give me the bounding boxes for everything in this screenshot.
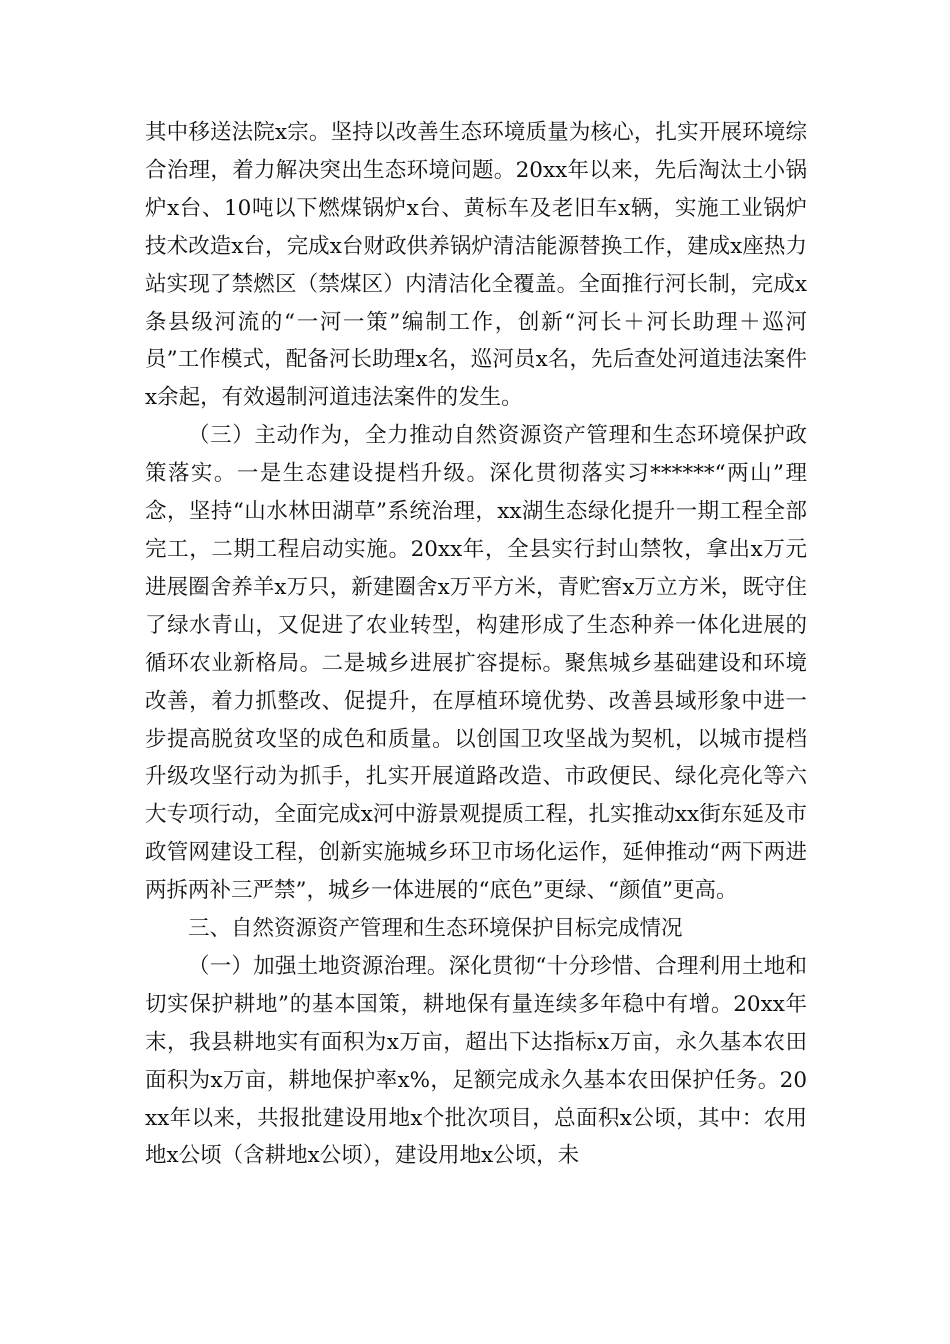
document-body xyxy=(145,114,807,1175)
paragraph-land-resources: （一）加强土地资源治理。深化贯彻“十分珍惜、合理利用土地和切实保护耕地”的基本国策，耕地保有量连续多年稳中有增。20xx年末，我县耕地实有面积为x万亩，超出下达指标x万亩，永久基本农田面积为x万亩，耕地保护率x%，足额完成永久基本农田保护任务。20xx年以来，共报批建设用地x个批次项目，总面积x公顷，其中：农用地x公顷（含耕地x公顷），建设用地x公顷，未 xyxy=(145,953,807,1169)
paragraph-section-three-policy: （三）主动作为，全力推动自然资源资产管理和生态环境保护政策落实。一是生态建设提档升级。深化贯彻落实习******“两山”理念，坚持“山水林田湖草”系统治理，xx湖生态绿化提升一期工程全部完工，二期工程启动实施。20xx年，全县实行封山禁牧，拿出x万元进展圈舍养羊x万只，新建圈舍x万平方米，青贮窖x万立方米，既守住了绿水青山，又促进了农业转型，构建形成了生态种养一体化进展的循环农业新格局。二是城乡进展扩容提标。聚焦城乡基础建设和环境改善，着力抓整改、促提升，在厚植环境优势、改善县域形象中进一步提高脱贫攻坚的成色和质量。以创国卫攻坚战为契机，以城市提档升级攻坚行动为抓手，扎实开展道路改造、市政便民、绿化亮化等六大专项行动，全面完成x河中游景观提质工程，扎实推动xx街东延及市政管网建设工程，创新实施城乡环卫市场化运作，延伸推动“两下两进两拆两补三严禁”，城乡一体进展的“底色”更绿、“颜值”更高。 xyxy=(145,423,807,904)
paragraph-continuation: 其中移送法院x宗。坚持以改善生态环境质量为核心，扎实开展环境综合治理，着力解决突出生态环境问题。20xx年以来，先后淘汰土小锅炉x台、10吨以下燃煤锅炉x台、黄标车及老旧车x辆，实施工业锅炉技术改造x台，完成x台财政供养锅炉清洁能源替换工作，建成x座热力站实现了禁燃区（禁煤区）内清洁化全覆盖。全面推行河长制，完成x条县级河流的“一河一策”编制工作，创新“河长＋河长助理＋巡河员”工作模式，配备河长助理x名，巡河员x名，先后查处河道违法案件x余起，有效遏制河道违法案件的发生。 xyxy=(145,120,807,411)
section-heading-targets: 三、自然资源资产管理和生态环境保护目标完成情况 xyxy=(188,916,683,942)
